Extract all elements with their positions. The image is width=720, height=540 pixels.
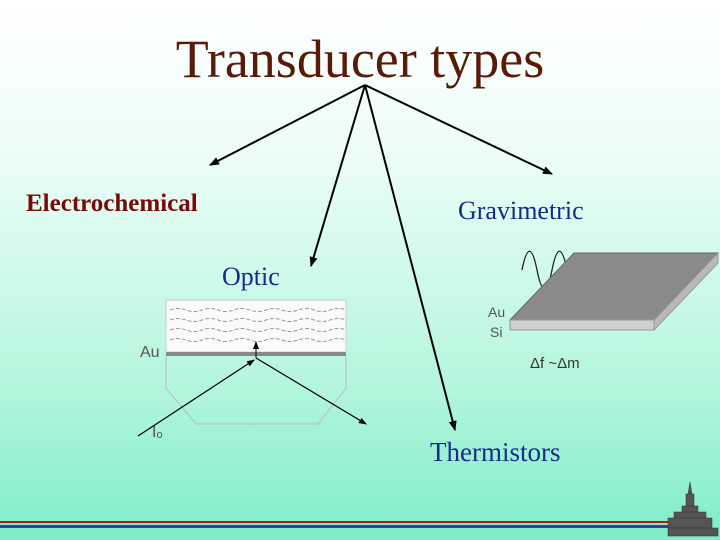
sensor-plate-front xyxy=(510,320,654,330)
arrow-thermistors xyxy=(365,85,455,430)
arrow-optic xyxy=(311,85,365,266)
branch-label-thermistors: Thermistors xyxy=(430,437,561,467)
gravimetric-formula: Δf ~Δm xyxy=(530,355,580,372)
gravimetric-diagram xyxy=(510,251,718,330)
optic-diagram xyxy=(138,300,366,436)
branch-label-electrochemical: Electrochemical xyxy=(26,190,198,217)
branch-label-optic: Optic xyxy=(222,262,280,291)
branch-label-gravimetric: Gravimetric xyxy=(458,196,584,225)
arrow-gravimetric xyxy=(365,85,552,174)
arrow-electrochemical xyxy=(210,85,365,165)
gravimetric-gold-label: Au xyxy=(488,304,506,320)
footer-rule-red xyxy=(0,521,672,523)
prism-outline xyxy=(166,356,346,424)
optic-gold-label: Au xyxy=(140,344,160,361)
gravimetric-silicon-label: Si xyxy=(490,324,503,340)
optic-incident-label: Iₒ xyxy=(152,424,163,441)
slide-title: Transducer types xyxy=(175,29,545,89)
university-building-icon xyxy=(668,482,718,536)
footer-rule-blue xyxy=(0,525,672,528)
reflected-beam xyxy=(256,358,366,424)
